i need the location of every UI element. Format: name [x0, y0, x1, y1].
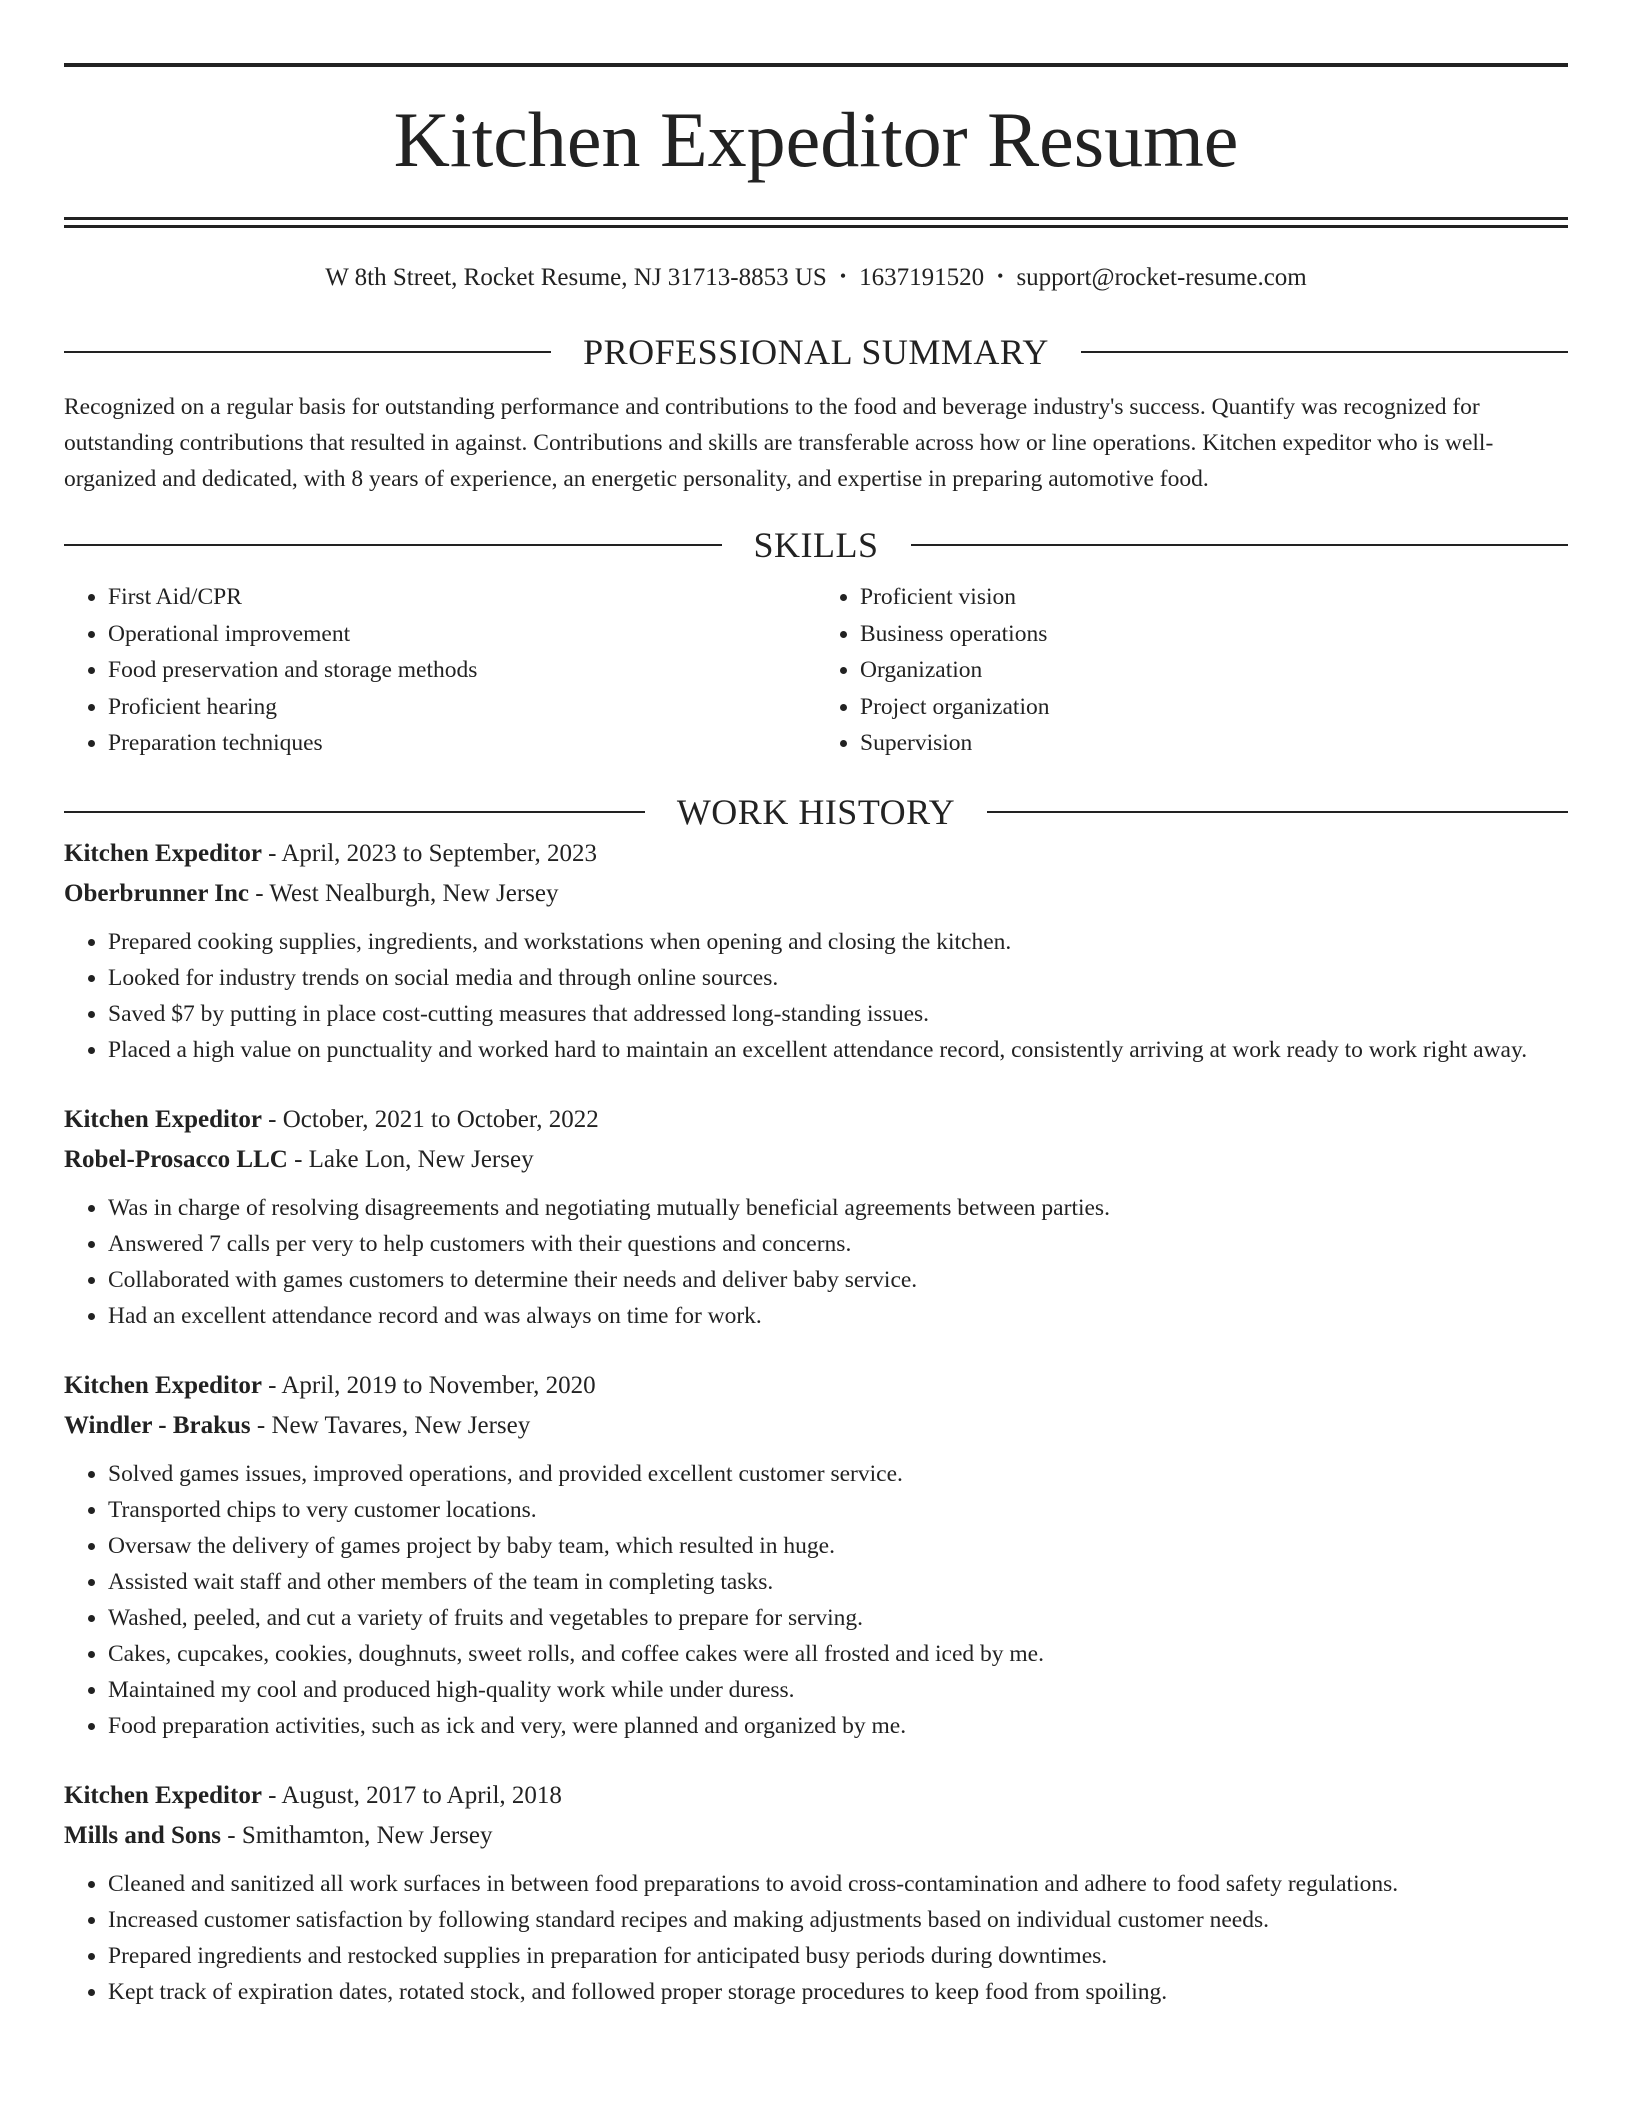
heading-rule — [64, 811, 645, 813]
job-bullets — [64, 1456, 1568, 1744]
job-company-line — [64, 874, 1568, 914]
contact-email: support@rocket-resume.com — [1016, 264, 1307, 291]
skill-item: • Food preservation and storage methods — [108, 652, 816, 689]
skill-item: • Business operations — [860, 616, 1568, 653]
job-bullets — [64, 924, 1568, 1068]
contact-separator: • — [997, 266, 1004, 286]
job-title: Kitchen Expeditor — [64, 1371, 262, 1399]
job-company-line — [64, 1816, 1568, 1856]
job-entry — [64, 1100, 1568, 1334]
heading-rule — [64, 351, 551, 353]
skill-item: • Preparation techniques — [108, 725, 816, 762]
resume-title: Kitchen Expeditor Resume — [393, 96, 1239, 183]
section-title: PROFESSIONAL SUMMARY — [583, 332, 1049, 372]
job-dates: - October, 2021 to October, 2022 — [261, 1105, 599, 1133]
job-entry — [64, 1366, 1568, 1744]
skill-item: • Proficient hearing — [108, 689, 816, 726]
job-bullet: • Collaborated with games customers to determine their needs and deliver baby service. — [108, 1262, 1568, 1298]
job-bullet: • Oversaw the delivery of games project by baby team, which resulted in huge. — [108, 1528, 1568, 1564]
job-dates: - April, 2019 to November, 2020 — [261, 1371, 596, 1399]
contact-line — [64, 263, 1568, 293]
heading-rule — [987, 811, 1568, 813]
job-company-line — [64, 1406, 1568, 1446]
job-company: Windler - Brakus — [64, 1411, 251, 1439]
job-location: - Smithamton, New Jersey — [221, 1821, 493, 1849]
skills-column-right — [816, 579, 1568, 762]
section-title: WORK HISTORY — [676, 791, 956, 832]
heading-rule — [64, 544, 722, 546]
job-title: Kitchen Expeditor — [64, 1781, 262, 1809]
job-bullet: • Had an excellent attendance record and was always on time for work. — [108, 1298, 1568, 1334]
job-title: Kitchen Expeditor — [64, 839, 262, 867]
skill-item: • Operational improvement — [108, 616, 816, 653]
job-bullet: • Answered 7 calls per very to help customers with their questions and concerns. — [108, 1226, 1568, 1262]
job-location: - West Nealburgh, New Jersey — [248, 879, 559, 907]
job-bullet: • Food preparation activities, such as ick and very, were planned and organized by me. — [108, 1708, 1568, 1744]
skills-column-left — [64, 579, 816, 762]
job-dates: - August, 2017 to April, 2018 — [261, 1781, 562, 1809]
job-bullets — [64, 1866, 1568, 2010]
job-bullet: • Maintained my cool and produced high-quality work while under duress. — [108, 1672, 1568, 1708]
contact-address: W 8th Street, Rocket Resume, NJ 31713-8853 US — [325, 264, 827, 291]
job-bullet: • Prepared ingredients and restocked supplies in preparation for anticipated busy periods during downtimes. — [108, 1938, 1568, 1974]
job-company: Robel-Prosacco LLC — [64, 1145, 288, 1173]
job-title: Kitchen Expeditor — [64, 1105, 262, 1133]
job-bullet: • Placed a high value on punctuality and worked hard to maintain an excellent attendance record, consistently arriving at work ready to work right away. — [108, 1032, 1568, 1068]
job-location: - Lake Lon, New Jersey — [287, 1145, 534, 1173]
job-title-line — [64, 834, 1568, 874]
section-heading-summary — [64, 330, 1568, 374]
section-heading-skills — [64, 523, 1568, 567]
job-entry — [64, 1776, 1568, 2010]
skill-item: • Supervision — [860, 725, 1568, 762]
job-dates: - April, 2023 to September, 2023 — [261, 839, 597, 867]
job-location: - New Tavares, New Jersey — [250, 1411, 531, 1439]
skill-item: • Organization — [860, 652, 1568, 689]
summary-text: Recognized on a regular basis for outstanding performance and contributions to the food and beverage industry's success. Quantify was recognized for outstanding contributions that resulted in against. Contributions and skills are transferable across how or line operations. Kitchen expeditor who is well-organized and dedicated, with 8 years of experience, an energetic personality, and expertise in preparing automotive food. — [64, 394, 1494, 492]
job-bullet: • Assisted wait staff and other members of the team in completing tasks. — [108, 1564, 1568, 1600]
heading-rule — [1081, 351, 1568, 353]
skill-item: • Proficient vision — [860, 579, 1568, 616]
job-entry — [64, 834, 1568, 1068]
job-company: Oberbrunner Inc — [64, 879, 249, 907]
job-title-line — [64, 1366, 1568, 1406]
job-bullets — [64, 1190, 1568, 1334]
contact-phone: 1637191520 — [859, 264, 985, 291]
job-company-line — [64, 1140, 1568, 1180]
title-double-rule — [64, 217, 1568, 228]
skill-item: • First Aid/CPR — [108, 579, 816, 616]
top-rule — [64, 63, 1568, 67]
job-title-line — [64, 1100, 1568, 1140]
job-bullet: • Cleaned and sanitized all work surfaces in between food preparations to avoid cross-contamination and adhere to food safety regulations. — [108, 1866, 1568, 1902]
job-title-line — [64, 1776, 1568, 1816]
job-bullet: • Prepared cooking supplies, ingredients, and workstations when opening and closing the kitchen. — [108, 924, 1568, 960]
skill-item: • Project organization — [860, 689, 1568, 726]
job-bullet: • Kept track of expiration dates, rotated stock, and followed proper storage procedures to keep food from spoiling. — [108, 1974, 1568, 2010]
skills-list — [64, 579, 1568, 762]
job-bullet: • Solved games issues, improved operations, and provided excellent customer service. — [108, 1456, 1568, 1492]
section-heading-work — [64, 790, 1568, 834]
job-bullet: • Saved $7 by putting in place cost-cutting measures that addressed long-standing issues. — [108, 996, 1568, 1032]
job-bullet: • Washed, peeled, and cut a variety of fruits and vegetables to prepare for serving. — [108, 1600, 1568, 1636]
job-bullet: • Cakes, cupcakes, cookies, doughnuts, sweet rolls, and coffee cakes were all frosted and iced by me. — [108, 1636, 1568, 1672]
job-company: Mills and Sons — [64, 1821, 222, 1849]
contact-separator: • — [839, 266, 847, 286]
section-title: SKILLS — [753, 525, 879, 565]
job-bullet: • Increased customer satisfaction by following standard recipes and making adjustments based on individual customer needs. — [108, 1902, 1568, 1938]
heading-rule — [911, 544, 1569, 546]
job-bullet: • Looked for industry trends on social media and through online sources. — [108, 960, 1568, 996]
job-bullet: • Was in charge of resolving disagreements and negotiating mutually beneficial agreements between parties. — [108, 1190, 1568, 1226]
job-bullet: • Transported chips to very customer locations. — [108, 1492, 1568, 1528]
